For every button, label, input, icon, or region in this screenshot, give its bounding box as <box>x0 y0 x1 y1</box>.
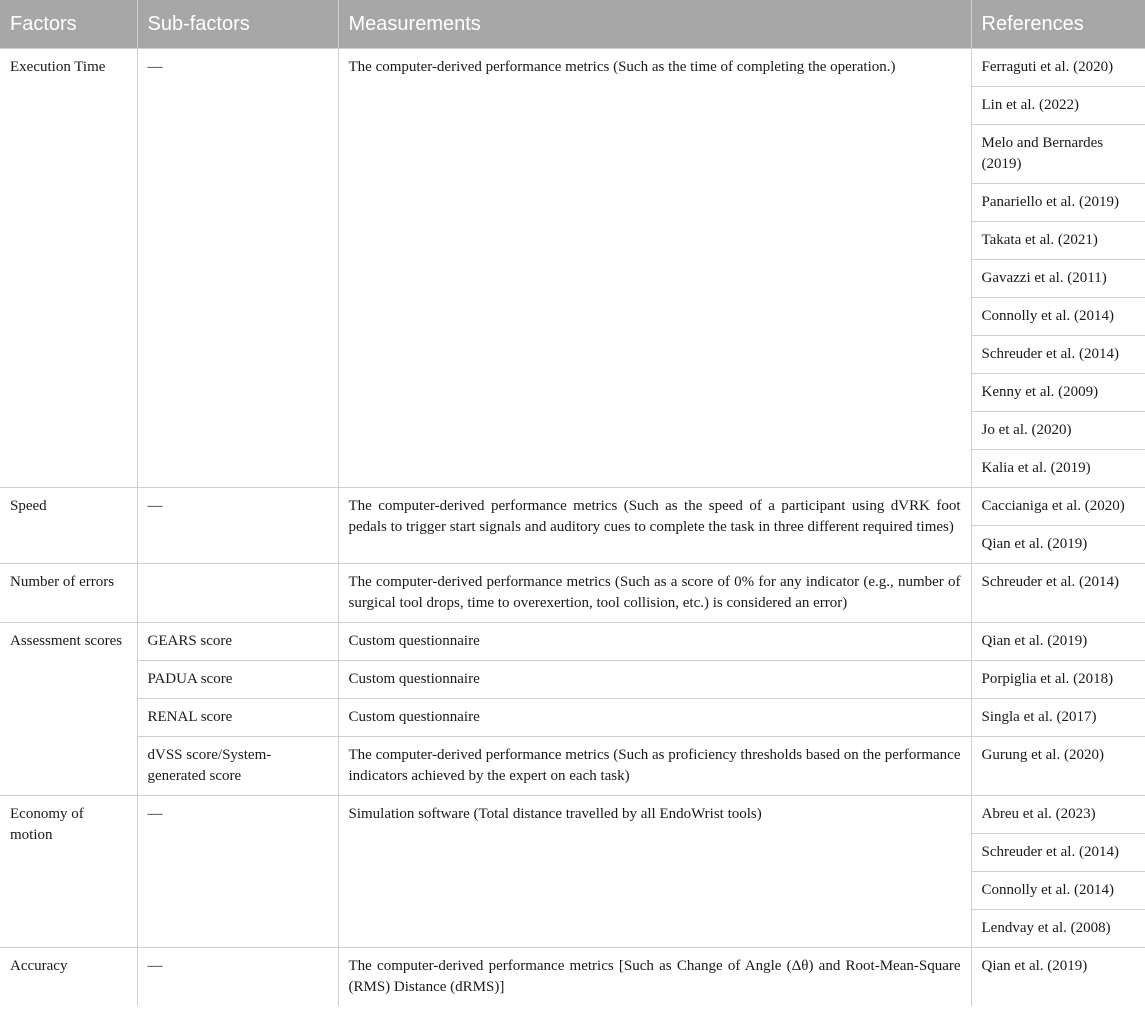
header-references: References <box>971 0 1145 49</box>
sub-factor-cell: PADUA score <box>137 661 338 699</box>
sub-factor-cell: dVSS score/System-generated score <box>137 737 338 796</box>
reference-cell: Qian et al. (2019) <box>971 623 1145 661</box>
header-measurements: Measurements <box>338 0 971 49</box>
reference-cell: Panariello et al. (2019) <box>971 184 1145 222</box>
measurement-cell: The computer-derived performance metrics (Such as the time of completing the operation.) <box>338 49 971 488</box>
table-row <box>0 796 1145 834</box>
table-row <box>0 737 1145 796</box>
reference-cell: Takata et al. (2021) <box>971 222 1145 260</box>
table-row <box>0 488 1145 526</box>
measurement-cell: Custom questionnaire <box>338 699 971 737</box>
reference-cell: Lin et al. (2022) <box>971 87 1145 125</box>
reference-cell: Qian et al. (2019) <box>971 948 1145 1007</box>
sub-factor-cell: — <box>137 796 338 948</box>
table-row <box>0 564 1145 623</box>
reference-cell: Schreuder et al. (2014) <box>971 564 1145 623</box>
sub-factor-cell: RENAL score <box>137 699 338 737</box>
reference-cell: Jo et al. (2020) <box>971 412 1145 450</box>
sub-factor-cell: — <box>137 948 338 1007</box>
sub-factor-cell: — <box>137 488 338 564</box>
sub-factor-cell <box>137 564 338 623</box>
reference-cell: Caccianiga et al. (2020) <box>971 488 1145 526</box>
sub-factor-cell: — <box>137 49 338 488</box>
header-sub-factors: Sub-factors <box>137 0 338 49</box>
reference-cell: Singla et al. (2017) <box>971 699 1145 737</box>
factor-cell: Economy of motion <box>0 796 137 948</box>
measurement-cell: Simulation software (Total distance travelled by all EndoWrist tools) <box>338 796 971 948</box>
table-row <box>0 661 1145 699</box>
reference-cell: Lendvay et al. (2008) <box>971 910 1145 948</box>
factor-cell: Assessment scores <box>0 623 137 796</box>
reference-cell: Connolly et al. (2014) <box>971 298 1145 336</box>
reference-cell: Kenny et al. (2009) <box>971 374 1145 412</box>
table-row <box>0 699 1145 737</box>
reference-cell: Gurung et al. (2020) <box>971 737 1145 796</box>
factor-cell: Execution Time <box>0 49 137 488</box>
factor-cell: Accuracy <box>0 948 137 1007</box>
reference-cell: Kalia et al. (2019) <box>971 450 1145 488</box>
measurement-cell: Custom questionnaire <box>338 661 971 699</box>
sub-factor-cell: GEARS score <box>137 623 338 661</box>
table-row <box>0 623 1145 661</box>
header-factors: Factors <box>0 0 137 49</box>
table-row <box>0 948 1145 1007</box>
reference-cell: Schreuder et al. (2014) <box>971 336 1145 374</box>
reference-cell: Porpiglia et al. (2018) <box>971 661 1145 699</box>
measurement-cell: The computer-derived performance metrics (Such as the speed of a participant using dVRK foot pedals to trigger start signals and auditory cues to complete the task in three different required times) <box>338 488 971 564</box>
measurement-cell: The computer-derived performance metrics (Such as a score of 0% for any indicator (e.g., number of surgical tool drops, time to overexertion, tool collision, etc.) is considered an error) <box>338 564 971 623</box>
reference-cell: Abreu et al. (2023) <box>971 796 1145 834</box>
reference-cell: Qian et al. (2019) <box>971 526 1145 564</box>
reference-cell: Ferraguti et al. (2020) <box>971 49 1145 87</box>
factor-cell: Number of errors <box>0 564 137 623</box>
reference-cell: Gavazzi et al. (2011) <box>971 260 1145 298</box>
table-header-row <box>0 0 1145 49</box>
factor-cell: Speed <box>0 488 137 564</box>
reference-cell: Melo and Bernardes (2019) <box>971 125 1145 184</box>
measurement-cell: The computer-derived performance metrics (Such as proficiency thresholds based on the performance indicators achieved by the expert on each task) <box>338 737 971 796</box>
reference-cell: Schreuder et al. (2014) <box>971 834 1145 872</box>
table-body <box>0 49 1145 1007</box>
reference-cell: Connolly et al. (2014) <box>971 872 1145 910</box>
table-row <box>0 49 1145 87</box>
measurement-cell: Custom questionnaire <box>338 623 971 661</box>
measurement-cell: The computer-derived performance metrics [Such as Change of Angle (Δθ) and Root-Mean-Square (RMS) Distance (dRMS)] <box>338 948 971 1007</box>
